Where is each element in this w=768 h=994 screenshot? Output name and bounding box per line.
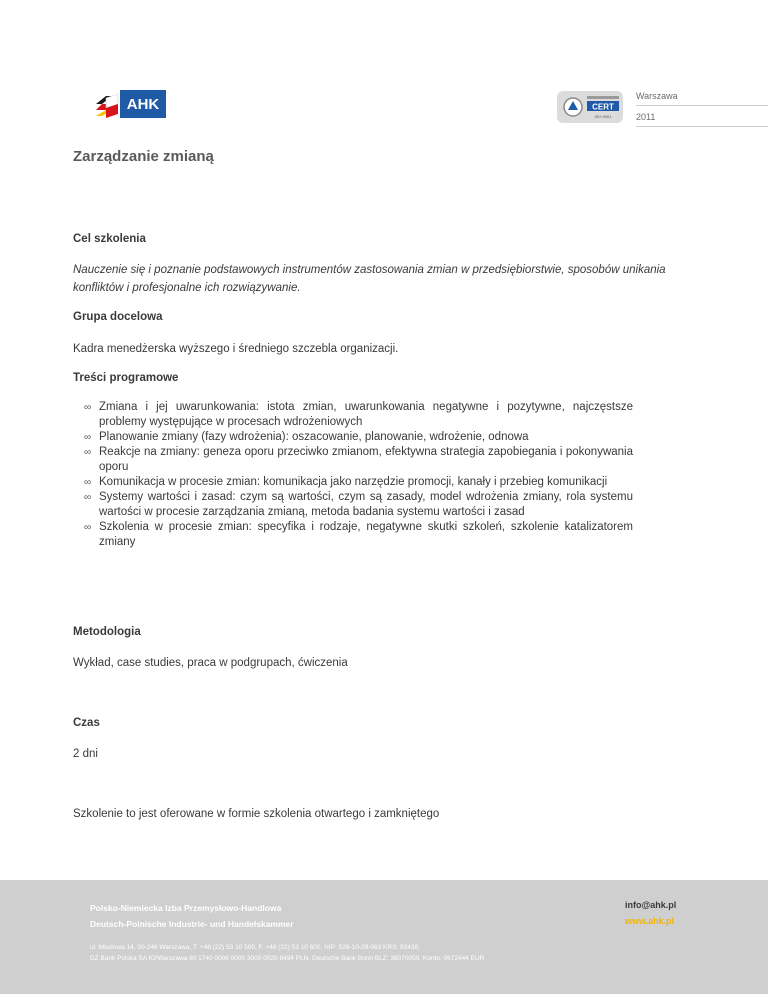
bullet-icon: ∞ — [84, 447, 92, 458]
cert-logo — [557, 91, 623, 123]
goal-heading: Cel szkolenia — [73, 233, 146, 245]
offer-note: Szkolenie to jest oferowane w formie szkolenia otwartego i zamkniętego — [73, 808, 440, 820]
header-meta — [636, 88, 768, 127]
header-year: 2011 — [636, 109, 768, 127]
time-text: 2 dni — [73, 748, 98, 760]
svg-text:ISO 9001: ISO 9001 — [594, 114, 612, 119]
svg-text:AHK: AHK — [126, 96, 160, 113]
bullet-icon: ∞ — [84, 477, 92, 488]
footer-org-de: Deutsch-Polnische Industrie- und Handelskammer — [90, 919, 294, 929]
program-item: ∞ Komunikacja w procesie zmian: komunikacja jako narzędzie promocji, kanały i przebieg komunikacji — [84, 476, 608, 488]
bullet-icon: ∞ — [84, 522, 92, 533]
header-city: Warszawa — [636, 88, 768, 106]
bullet-icon: ∞ — [84, 492, 92, 503]
goal-text: Nauczenie się i poznanie podstawowych instrumentów zastosowania zmian w przedsiębiorstwie, sposobów unikania konfliktów i profesjonalne ich rozwiązywanie. — [73, 264, 666, 294]
program-heading: Treści programowe — [73, 372, 179, 384]
footer-web-link[interactable]: www.ahk.pl — [625, 916, 675, 926]
footer-address — [90, 942, 484, 964]
page-footer — [0, 880, 768, 994]
time-heading: Czas — [73, 717, 100, 729]
program-list — [73, 400, 633, 550]
program-item: ∞ Szkolenia w procesie zmian: specyfika i rodzaje, negatywne skutki szkoleń, szkolenie katalizatorem zmiany — [84, 521, 633, 548]
ahk-logo — [94, 88, 168, 120]
footer-org-pl: Polsko-Niemiecka Izba Przemysłowo-Handlowa — [90, 903, 282, 913]
footer-email-link[interactable]: info@ahk.pl — [625, 900, 677, 910]
document-title: Zarządzanie zmianą — [73, 148, 214, 165]
program-item: ∞ Reakcje na zmiany: geneza oporu przeciwko zmianom, efektywna strategia zapobiegania i pokonywania oporu — [84, 446, 633, 473]
footer-org — [90, 900, 294, 932]
bullet-icon: ∞ — [84, 402, 92, 413]
method-text: Wykład, case studies, praca w podgrupach, ćwiczenia — [73, 657, 348, 669]
program-item: ∞ Zmiana i jej uwarunkowania: istota zmian, uwarunkowania negatywne i pozytywne, najczęstsze problemy występujące w procesach wdrożeniowych — [84, 401, 633, 428]
bullet-icon: ∞ — [84, 432, 92, 443]
program-item: ∞ Planowanie zmiany (fazy wdrożenia): oszacowanie, planowanie, wdrożenie, odnowa — [84, 431, 529, 443]
program-item: ∞ Systemy wartości i zasad: czym są wartości, czym są zasady, model wdrożenia zmiany, rola systemu wartości w procesie zarządzania zmianą, metoda badania systemu wartości i zasad — [84, 491, 633, 518]
footer-address-line: ul. Miodowa 14, 00-246 Warszawa, T. +48 (22) 53 10 500, F. +48 (22) 53 10 600, NIP: 526-10-29-063 KRS: 93438, — [90, 944, 420, 951]
svg-text:CERT: CERT — [592, 102, 614, 112]
target-text: Kadra menedżerska wyższego i średniego szczebla organizacji. — [73, 343, 399, 355]
footer-bank-line: DZ Bank Polska SA IO/Warszawa 80 1740 0006 0000 3000 0020 8494 PLN, Deutsche Bank Bonn BLZ: 38070059, Konto: 0672444 EUR — [90, 955, 485, 962]
target-heading: Grupa docelowa — [73, 311, 163, 323]
method-heading: Metodologia — [73, 626, 141, 638]
